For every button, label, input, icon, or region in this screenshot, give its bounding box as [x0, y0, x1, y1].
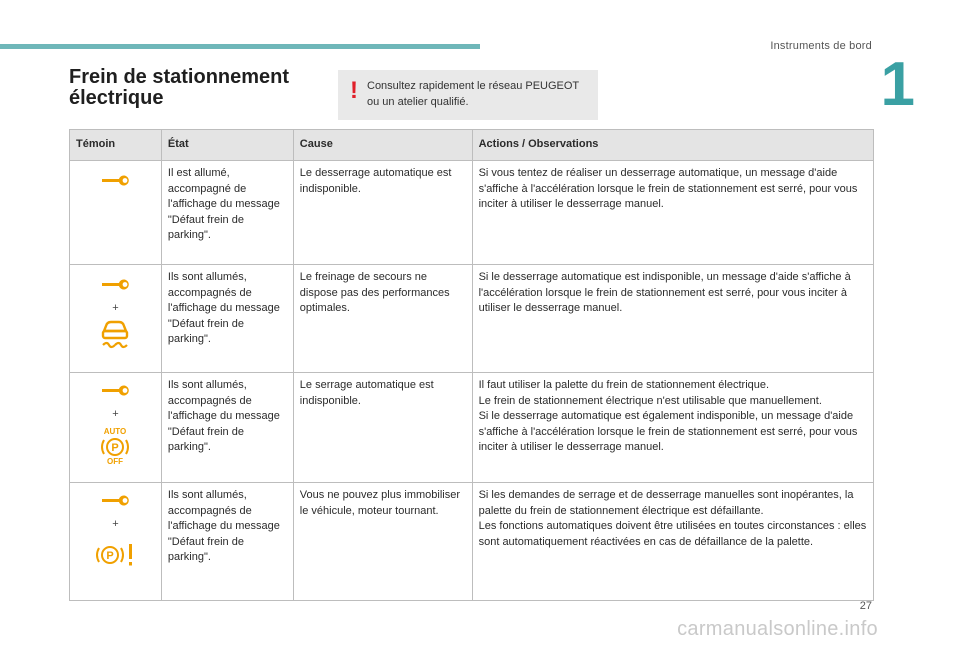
table-row: [70, 373, 874, 483]
header-state: État: [161, 130, 293, 161]
watermark: carmanualsonline.info: [677, 618, 878, 640]
page-number: 27: [859, 600, 872, 612]
cause-cell: Le serrage automatique est indisponible.: [293, 373, 472, 483]
section-header: Instruments de bord: [770, 40, 872, 52]
table-row: [70, 483, 874, 601]
witness-cell: [70, 483, 162, 601]
header-actions: Actions / Observations: [472, 130, 873, 161]
state-cell: Ils sont allumés, accompagnés de l'affichage du message "Défaut frein de parking".: [161, 265, 293, 373]
wrench-warning-icon: [70, 493, 161, 513]
off-label: OFF: [107, 457, 124, 466]
wrench-warning-icon: [70, 173, 161, 193]
exclamation-icon: !: [350, 77, 358, 104]
action-line: Il faut utiliser la palette du frein de stationnement électrique.: [478, 379, 770, 391]
cause-cell: Le desserrage automatique est indisponible.: [293, 161, 472, 265]
table-header-row: [70, 130, 874, 161]
wrench-warning-icon: [70, 383, 161, 403]
cause-cell: Vous ne pouvez plus immobiliser le véhicule, moteur tournant.: [293, 483, 472, 601]
table-row: [70, 265, 874, 373]
auto-label: AUTO: [104, 427, 127, 436]
notice-text: Consultez rapidement le réseau PEUGEOT ou un atelier qualifié.: [367, 80, 579, 108]
title-line-2: électrique: [69, 87, 164, 109]
chapter-number: 1: [880, 50, 915, 119]
action-line: Si les demandes de serrage et de desserrage manuelles sont inopérantes, la palette du frein de stationnement électrique est défaillante.: [478, 489, 854, 517]
title-line-1: Frein de stationnement: [69, 66, 290, 88]
plus-sign: +: [112, 407, 119, 420]
skidding-car-icon: [70, 320, 161, 356]
witness-cell: [70, 161, 162, 265]
p-label: P: [106, 550, 115, 562]
actions-cell: [472, 373, 873, 483]
warning-table: [69, 129, 874, 601]
wrench-warning-icon: [70, 277, 161, 297]
plus-sign: +: [112, 517, 119, 530]
auto-park-off-icon: [70, 426, 161, 472]
notice-box: [338, 70, 598, 120]
action-line: Le frein de stationnement électrique n'est utilisable que manuellement.: [478, 394, 822, 407]
witness-cell: [70, 265, 162, 373]
action-line: Si le desserrage automatique est également indisponible, un message d'aide s'affiche à l'accélération lorsque le frein de stationnement est serré, pour vous inciter à utiliser le desserrage manuel.: [478, 410, 858, 453]
state-cell: Ils sont allumés, accompagnés de l'affichage du message "Défaut frein de parking".: [161, 483, 293, 601]
state-cell: Il est allumé, accompagné de l'affichage du message "Défaut frein de parking".: [161, 161, 293, 265]
park-brake-fault-icon: [70, 542, 161, 574]
cause-cell: Le freinage de secours ne dispose pas des performances optimales.: [293, 265, 472, 373]
plus-sign: +: [112, 301, 119, 314]
page-title: [69, 67, 309, 109]
actions-cell: Si le desserrage automatique est indisponible, un message d'aide s'affiche à l'accélération lorsque le frein de stationnement est serré, pour vous inciter à utiliser le desserrage manuel.: [472, 265, 873, 373]
header-witness: Témoin: [70, 130, 162, 161]
state-cell: Ils sont allumés, accompagnés de l'affichage du message "Défaut frein de parking".: [161, 373, 293, 483]
action-line: Les fonctions automatiques doivent être utilisées en toutes circonstances : elles sont automatiquement réactivées en cas de défaillance de la palette.: [478, 520, 867, 548]
header-cause: Cause: [293, 130, 472, 161]
p-label: P: [111, 442, 120, 454]
witness-cell: [70, 373, 162, 483]
top-accent-bar: [0, 44, 480, 49]
actions-cell: Si vous tentez de réaliser un desserrage automatique, un message d'aide s'affiche à l'accélération lorsque le frein de stationnement est serré, pour vous inciter à utiliser le desserrage manuel.: [472, 161, 873, 265]
actions-cell: [472, 483, 873, 601]
table-row: [70, 161, 874, 265]
